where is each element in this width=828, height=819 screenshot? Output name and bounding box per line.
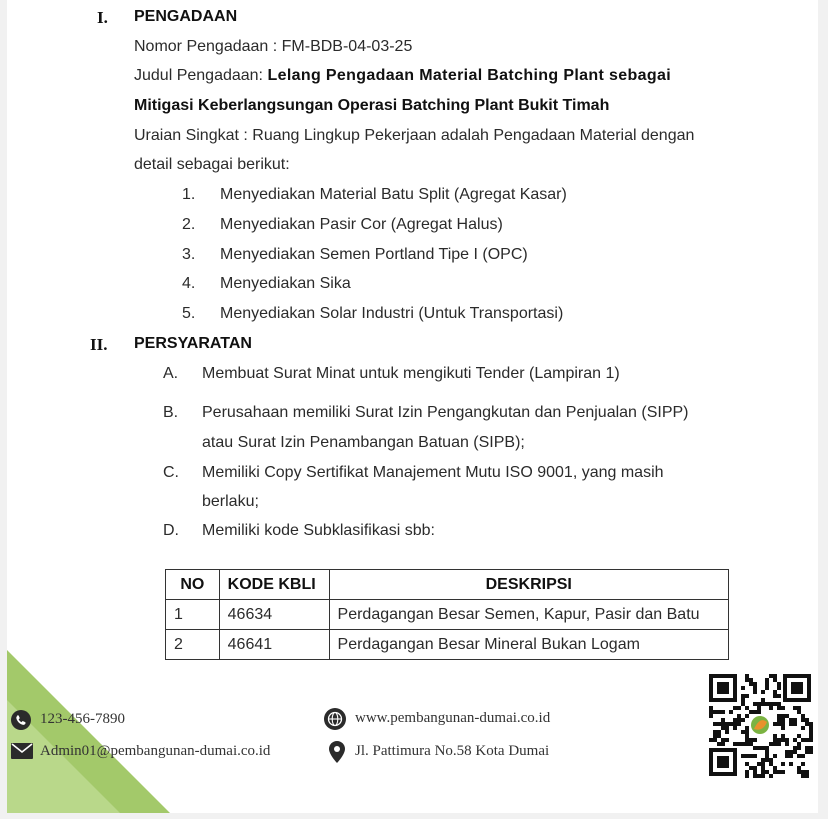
judul-line-1: Lelang Pengadaan Material Batching Plant sebagai <box>267 67 672 84</box>
list-item-number: 4. <box>182 275 196 292</box>
list-item: Memiliki Copy Sertifikat Manajement Mutu ISO 9001, yang masih <box>202 464 664 481</box>
list-item: Menyediakan Semen Portland Tipe I (OPC) <box>220 246 528 263</box>
location-pin-icon <box>329 741 345 768</box>
list-item: Perusahaan memiliki Surat Izin Pengangkutan dan Penjualan (SIPP) <box>202 404 689 421</box>
document-page <box>7 0 818 813</box>
list-item: Menyediakan Material Batu Split (Agregat Kasar) <box>220 186 567 203</box>
uraian-line-1: Uraian Singkat : Ruang Lingkup Pekerjaan adalah Pengadaan Material dengan <box>134 127 695 144</box>
list-item-number: 1. <box>182 186 196 203</box>
cell-kode-kbli: 46641 <box>219 630 329 660</box>
mail-icon <box>11 743 33 764</box>
list-item-letter: B. <box>163 404 179 421</box>
list-item: Menyediakan Sika <box>220 275 351 292</box>
section-heading-pengadaan: PENGADAAN <box>134 8 238 25</box>
list-item-continuation: atau Surat Izin Penambangan Batuan (SIPB); <box>202 434 525 451</box>
judul-pengadaan <box>134 66 671 86</box>
list-item-continuation: berlaku; <box>202 493 259 510</box>
cell-no: 1 <box>166 600 220 630</box>
uraian-line-2: detail sebagai berikut: <box>134 156 290 173</box>
cell-deskripsi: Perdagangan Besar Mineral Bukan Logam <box>329 630 728 660</box>
list-item-number: 2. <box>182 216 196 233</box>
column-header-deskripsi: DESKRIPSI <box>329 570 728 600</box>
footer-address: Jl. Pattimura No.58 Kota Dumai <box>355 743 550 759</box>
list-item: Menyediakan Solar Industri (Untuk Transportasi) <box>220 305 564 322</box>
section-numeral-2: II. <box>90 335 108 354</box>
footer-phone: 123-456-7890 <box>40 711 125 727</box>
section-heading-persyaratan: PERSYARATAN <box>134 335 252 352</box>
cell-kode-kbli: 46634 <box>219 600 329 630</box>
judul-label: Judul Pengadaan: <box>134 67 263 84</box>
footer-website: www.pembangunan-dumai.co.id <box>355 710 551 726</box>
column-header-kode-kbli: KODE KBLI <box>219 570 329 600</box>
list-item-number: 5. <box>182 305 196 322</box>
nomor-pengadaan: Nomor Pengadaan : FM-BDB-04-03-25 <box>134 38 413 55</box>
table-row <box>166 600 729 630</box>
cell-no: 2 <box>166 630 220 660</box>
list-item-number: 3. <box>182 246 196 263</box>
list-item-letter: C. <box>163 464 179 481</box>
judul-line-2: Mitigasi Keberlangsungan Operasi Batching Plant Bukit Timah <box>134 97 610 114</box>
qr-code-icon <box>707 672 813 778</box>
phone-icon <box>11 710 31 735</box>
table-row <box>166 630 729 660</box>
list-item: Menyediakan Pasir Cor (Agregat Halus) <box>220 216 503 233</box>
cell-deskripsi: Perdagangan Besar Semen, Kapur, Pasir dan Batu <box>329 600 728 630</box>
list-item-letter: D. <box>163 522 179 539</box>
list-item: Membuat Surat Minat untuk mengikuti Tender (Lampiran 1) <box>202 365 620 382</box>
globe-icon <box>324 708 346 735</box>
footer-email: Admin01@pembangunan-dumai.co.id <box>40 743 271 759</box>
section-numeral-1: I. <box>97 8 108 27</box>
table-header-row <box>166 570 729 600</box>
list-item-letter: A. <box>163 365 179 382</box>
column-header-no: NO <box>166 570 220 600</box>
kbli-table <box>165 569 729 660</box>
list-item: Memiliki kode Subklasifikasi sbb: <box>202 522 435 539</box>
